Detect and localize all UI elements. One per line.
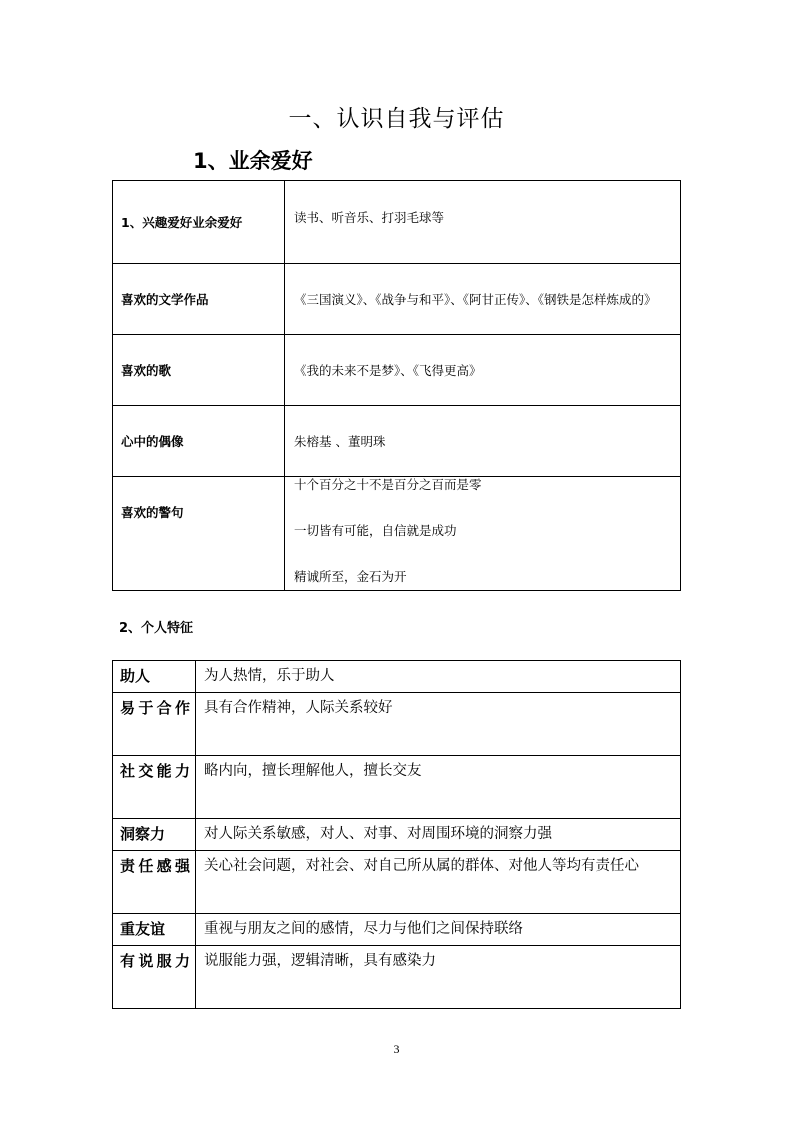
quote-line: 一切皆有可能，自信就是成功 (294, 523, 457, 538)
idol-label: 心中的偶像 (113, 406, 285, 477)
page-number: 3 (393, 1042, 400, 1056)
trait-value: 重视与朋友之间的感情，尽力与他们之间保持联络 (196, 914, 681, 946)
table-row (113, 914, 681, 946)
idol-value: 朱榕基 、董明珠 (285, 406, 681, 477)
trait-value: 为人热情，乐于助人 (196, 661, 681, 693)
trait-label: 责任感强 (113, 851, 196, 914)
table-row (113, 946, 681, 1009)
trait-value: 略内向，擅长理解他人，擅长交友 (196, 756, 681, 819)
table-row (113, 477, 681, 591)
traits-table (112, 660, 681, 1009)
hobby-label: 1、兴趣爱好业余爱好 (113, 181, 285, 264)
table-row (113, 819, 681, 851)
trait-label: 易于合作 (113, 693, 196, 756)
trait-value: 具有合作精神，人际关系较好 (196, 693, 681, 756)
quotes-value (285, 477, 681, 591)
trait-label: 助人 (113, 661, 196, 693)
trait-label: 洞察力 (113, 819, 196, 851)
quotes-label: 喜欢的警句 (113, 477, 285, 591)
table-row (113, 335, 681, 406)
section2-title: 2、个人特征 (119, 621, 194, 636)
songs-label: 喜欢的歌 (113, 335, 285, 406)
table-row (113, 661, 681, 693)
table-row (113, 181, 681, 264)
quote-line: 十个百分之十不是百分之百而是零 (294, 477, 482, 492)
literature-label: 喜欢的文学作品 (113, 264, 285, 335)
table-row (113, 264, 681, 335)
trait-value: 对人际关系敏感，对人、对事、对周围环境的洞察力强 (196, 819, 681, 851)
table-row (113, 851, 681, 914)
page-heading: 一、认识自我与评估 (288, 106, 505, 132)
hobbies-table (112, 180, 681, 591)
hobby-value: 读书、听音乐、打羽毛球等 (285, 181, 681, 264)
trait-value: 关心社会问题，对社会、对自己所从属的群体、对他人等均有责任心 (196, 851, 681, 914)
table-row (113, 756, 681, 819)
trait-label: 有说服力 (113, 946, 196, 1009)
trait-label: 社交能力 (113, 756, 196, 819)
trait-label: 重友谊 (113, 914, 196, 946)
table-row (113, 406, 681, 477)
literature-value: 《三国演义》、《战争与和平》、《阿甘正传》、《钢铁是怎样炼成的》 (285, 264, 681, 335)
quote-line: 精诚所至，金石为开 (294, 569, 407, 584)
trait-value: 说服能力强，逻辑清晰，具有感染力 (196, 946, 681, 1009)
section1-title: 1、业余爱好 (193, 149, 313, 173)
songs-value: 《我的未来不是梦》、《飞得更高》 (285, 335, 681, 406)
table-row (113, 693, 681, 756)
